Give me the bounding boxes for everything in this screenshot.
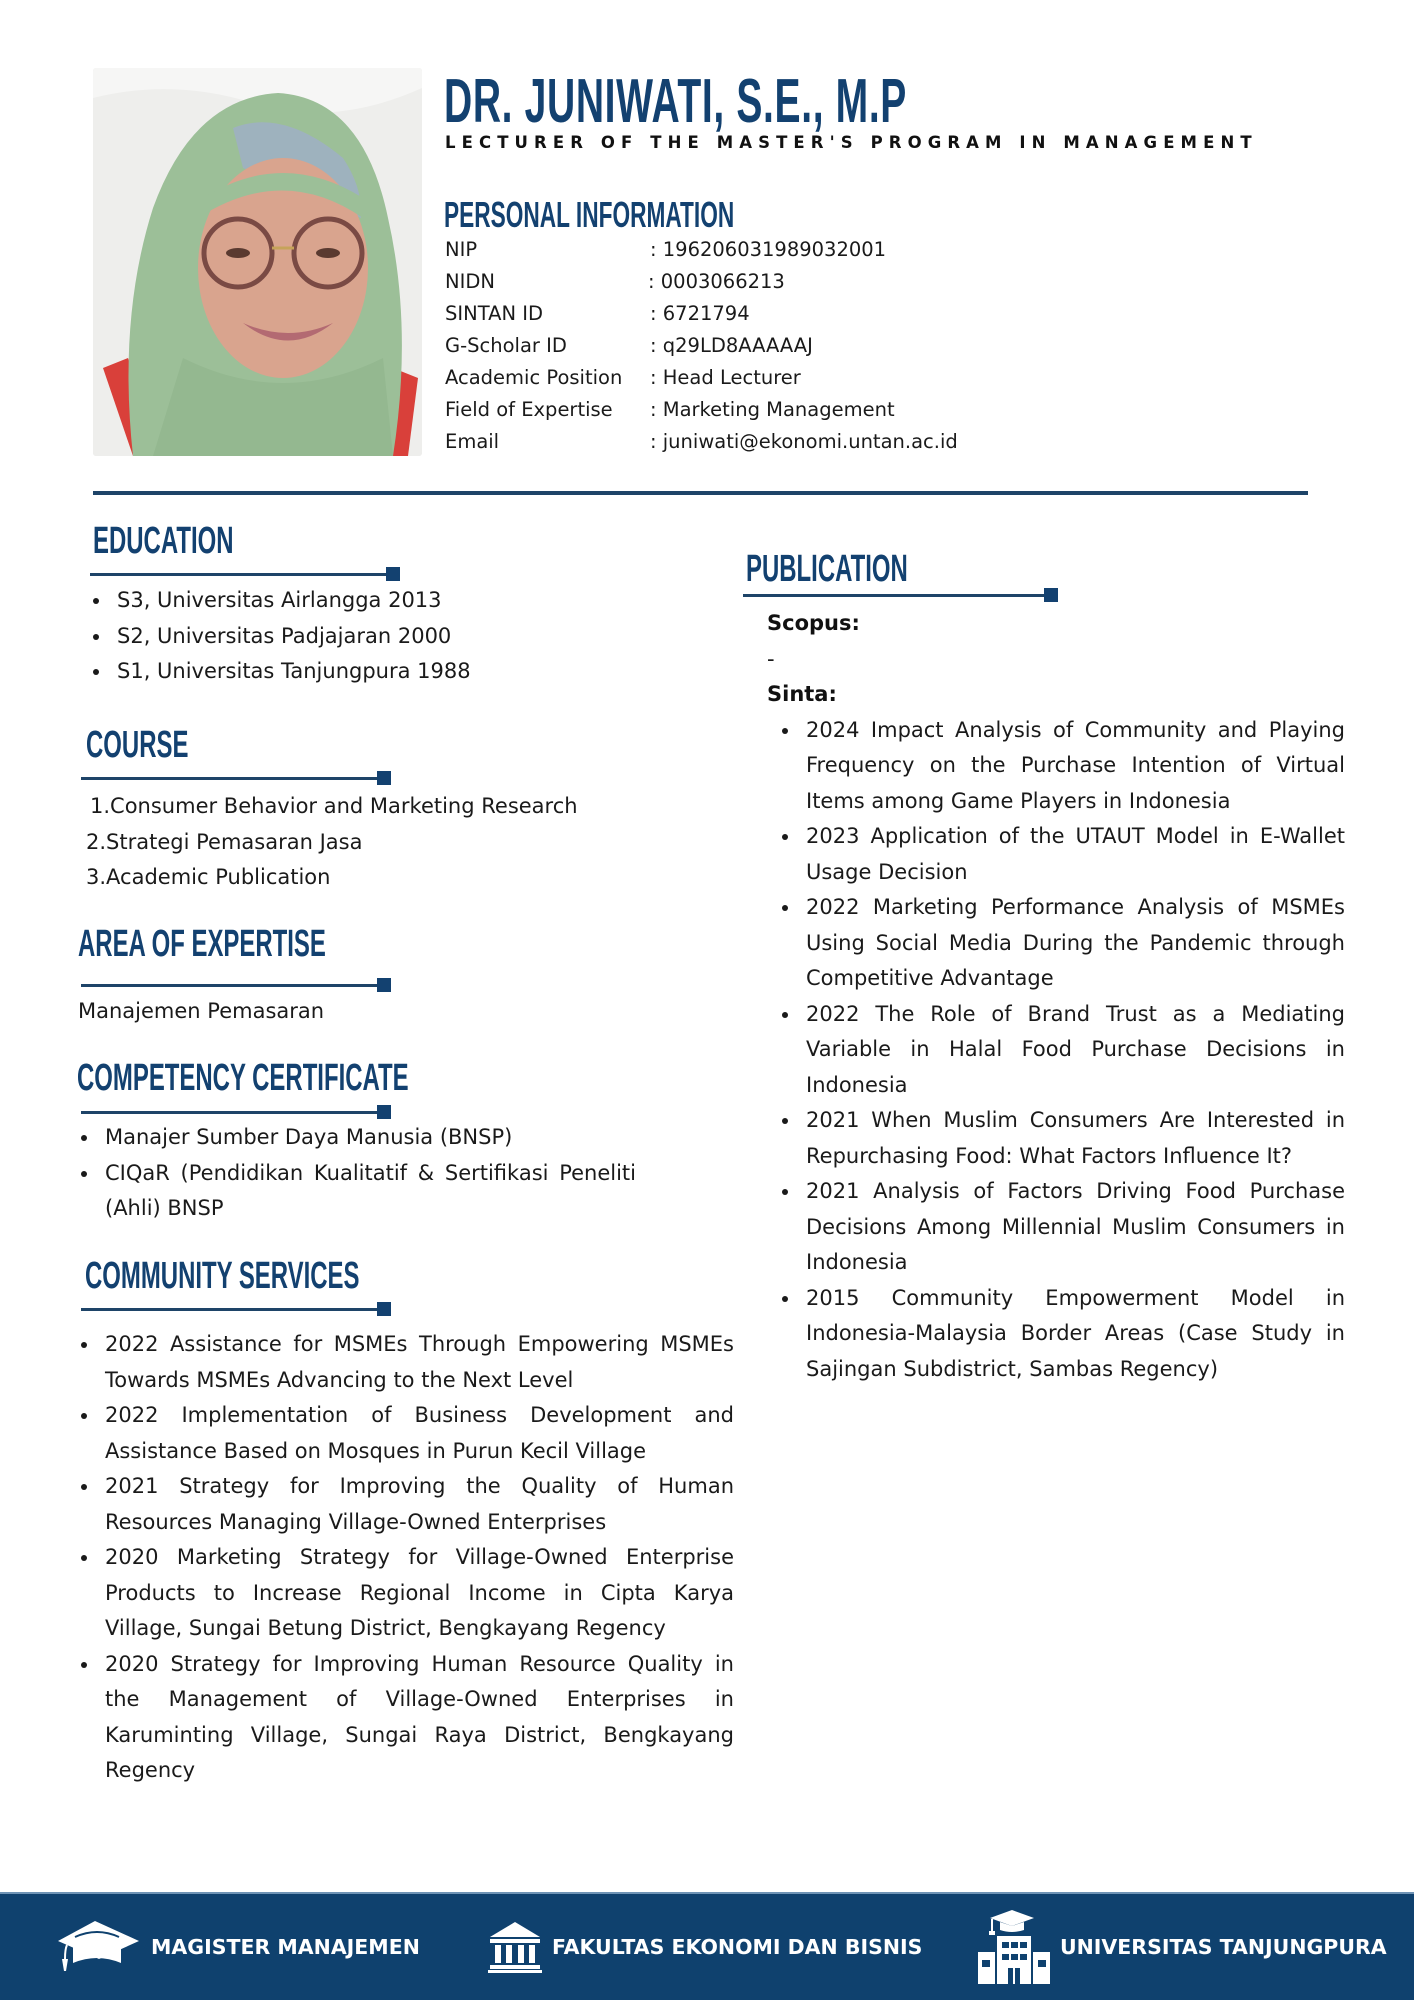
publication-title: PUBLICATION [746, 548, 908, 590]
list-item [86, 860, 686, 896]
list-item: 2021 When Muslim Consumers Are Interested in Repurchasing Food: What Factors Influence It? [779, 1103, 1345, 1174]
list-text: Consumer Behavior and Marketing Research [110, 794, 578, 818]
competency-certificate-list [78, 1120, 636, 1227]
lecturer-subtitle: LECTURER OF THE MASTER'S PROGRAM IN MANAGEMENT [445, 133, 1258, 152]
personal-information-title: PERSONAL INFORMATION [444, 194, 735, 235]
list-item: 2021 Strategy for Improving the Quality of Human Resources Managing Village-Owned Enterprises [78, 1469, 734, 1540]
pi-row-nip [445, 234, 958, 266]
footer-item-universitas-tanjungpura [978, 1894, 1387, 2000]
pi-value: : q29LD8AAAAAJ [650, 334, 813, 357]
list-item [86, 825, 686, 861]
pi-label: SINTAN ID [445, 302, 544, 325]
pi-label: Field of Expertise [445, 398, 613, 421]
pi-value: : Marketing Management [650, 398, 895, 421]
course-list [86, 789, 686, 896]
list-text: Strategi Pemasaran Jasa [106, 829, 363, 854]
pi-value: : 196206031989032001 [650, 238, 887, 261]
footer-item-fakultas-ekonomi-dan-bisnis [488, 1894, 922, 2000]
list-item: CIQaR (Pendidikan Kualitatif & Sertifikasi Peneliti (Ahli) BNSP [78, 1156, 636, 1227]
pi-row-nidn [445, 266, 958, 298]
education-list [90, 583, 650, 690]
list-item: 2020 Strategy for Improving Human Resource Quality in the Management of Village-Owned Enterprises in Karuminting Village, Sungai Raya District, Bengkayang Regency [78, 1647, 734, 1789]
list-item: 2022 Implementation of Business Development and Assistance Based on Mosques in Purun Kecil Village [78, 1398, 734, 1469]
area-of-expertise-text: Manajemen Pemasaran [78, 999, 325, 1023]
pi-row-academic-position [445, 362, 958, 394]
footer-label: MAGISTER MANAJEMEN [151, 1935, 420, 1959]
list-item: 2015 Community Empowerment Model in Indonesia-Malaysia Border Areas (Case Study in Sajingan Subdistrict, Sambas Regency) [779, 1281, 1345, 1388]
education-underline [90, 573, 396, 576]
course-title: COURSE [86, 724, 189, 766]
community-services-underline [81, 1308, 387, 1311]
competency-certificate-list-container [78, 1120, 636, 1227]
sinta-label: Sinta: [767, 682, 837, 706]
course-underline [81, 777, 387, 780]
email-link[interactable]: : juniwati@ekonomi.untan.ac.id [650, 430, 958, 453]
pi-label: NIP [445, 238, 478, 261]
list-number: 1. [90, 794, 111, 818]
pi-value: : 0003066213 [648, 270, 785, 293]
list-item: S2, Universitas Padjajaran 2000 [90, 619, 650, 655]
profile-photo [93, 68, 422, 456]
pi-label: G-Scholar ID [445, 334, 567, 357]
footer-bar [0, 1892, 1414, 2000]
university-building-icon [978, 1910, 1050, 1984]
list-item: 2022 Marketing Performance Analysis of MSMEs Using Social Media During the Pandemic through Competitive Advantage [779, 890, 1345, 997]
personal-information-table [445, 234, 958, 458]
pi-label: Email [445, 430, 500, 453]
footer-label: FAKULTAS EKONOMI DAN BISNIS [552, 1935, 923, 1959]
competency-certificate-title: COMPETENCY CERTIFICATE [77, 1057, 409, 1099]
institution-building-icon [488, 1920, 542, 1974]
list-item: Manajer Sumber Daya Manusia (BNSP) [78, 1120, 636, 1156]
education-title: EDUCATION [93, 520, 234, 562]
list-item: 2024 Impact Analysis of Community and Playing Frequency on the Purchase Intention of Virtual Items among Game Players in Indonesia [779, 713, 1345, 820]
pi-row-sintan-id [445, 298, 958, 330]
list-item: S3, Universitas Airlangga 2013 [90, 583, 650, 619]
area-of-expertise-underline [81, 984, 387, 987]
community-services-list-container [78, 1327, 734, 1789]
area-of-expertise-title: AREA OF EXPERTISE [78, 923, 326, 965]
list-number: 2. [86, 829, 107, 854]
publication-underline [743, 594, 1054, 597]
community-services-title: COMMUNITY SERVICES [85, 1255, 360, 1297]
competency-certificate-underline [81, 1111, 387, 1114]
footer-label: UNIVERSITAS TANJUNGPURA [1060, 1935, 1387, 1959]
header-divider [93, 491, 1308, 495]
community-services-list [78, 1327, 734, 1789]
list-item: 2022 The Role of Brand Trust as a Mediating Variable in Halal Food Purchase Decisions in Indonesia [779, 997, 1345, 1104]
pi-row-field-of-expertise [445, 394, 958, 426]
lecturer-name: DR. JUNIWATI, S.E., M.P [444, 67, 908, 136]
portrait-image [93, 68, 422, 456]
list-number: 3. [86, 865, 107, 889]
list-item: 2023 Application of the UTAUT Model in E-Wallet Usage Decision [779, 819, 1345, 890]
list-item: S1, Universitas Tanjungpura 1988 [90, 654, 650, 690]
list-item: 2022 Assistance for MSMEs Through Empowering MSMEs Towards MSMEs Advancing to the Next Level [78, 1327, 734, 1398]
pi-label: NIDN [445, 270, 495, 293]
pi-value: : Head Lecturer [650, 366, 801, 389]
scopus-value: - [767, 646, 775, 671]
pi-label: Academic Position [445, 366, 623, 389]
pi-value: : 6721794 [650, 302, 750, 325]
graduation-cap-icon [55, 1919, 141, 1975]
list-item: 2021 Analysis of Factors Driving Food Purchase Decisions Among Millennial Muslim Consumers in Indonesia [779, 1174, 1345, 1281]
education-list-container [90, 583, 650, 690]
course-list-container [86, 789, 686, 896]
sinta-publication-list [779, 713, 1345, 1388]
footer-item-magister-manajemen [55, 1894, 420, 2000]
pi-row-email [445, 426, 958, 458]
list-text: Academic Publication [106, 865, 331, 889]
list-item: 2020 Marketing Strategy for Village-Owned Enterprise Products to Increase Regional Income in Cipta Karya Village, Sungai Betung District, Bengkayang Regency [78, 1540, 734, 1647]
list-item [86, 789, 686, 825]
scopus-label: Scopus: [767, 611, 860, 635]
pi-row-gscholar-id [445, 330, 958, 362]
publication-content [767, 606, 1345, 1387]
